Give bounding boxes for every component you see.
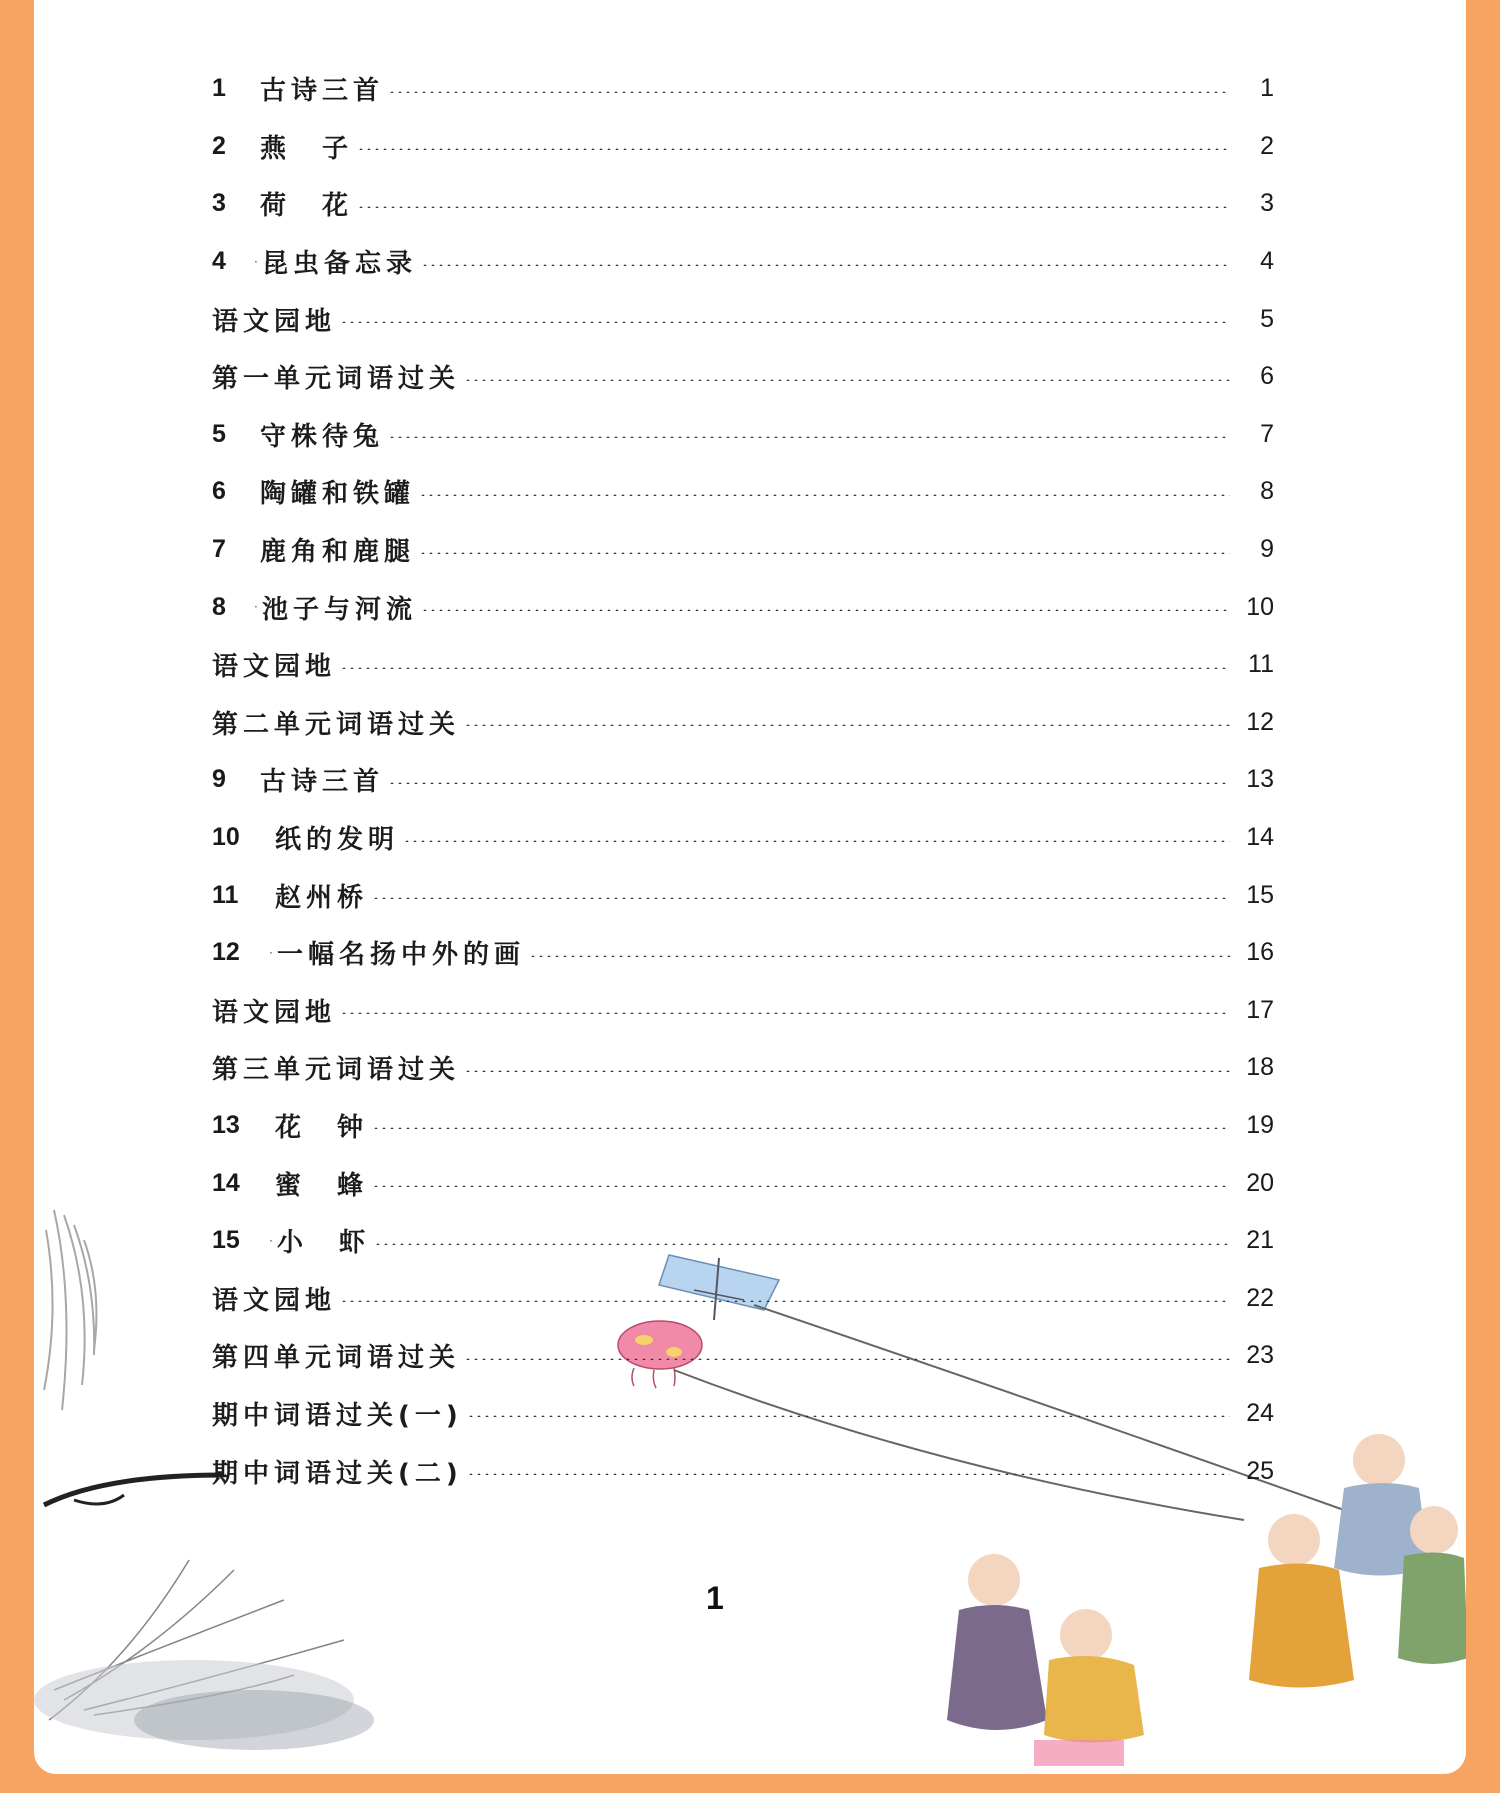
entry-title: 期中词语过关(二) [212, 1458, 463, 1489]
page-number: 1 [706, 1580, 724, 1616]
entry-page-number: 13 [1246, 765, 1274, 794]
entry-title: 纸的发明 [275, 825, 400, 856]
entry-page-number: 17 [1246, 995, 1274, 1024]
entry-title: 蜜 蜂 [275, 1170, 369, 1201]
entry-title: 第四单元词语过关 [212, 1343, 461, 1374]
dot-leader [464, 1358, 1230, 1360]
entry-title: 赵州桥 [275, 882, 369, 913]
toc-entry[interactable] [212, 924, 1274, 982]
entry-page-number: 18 [1246, 1053, 1274, 1082]
toc-entry[interactable] [212, 118, 1274, 176]
lesson-number: 1 [212, 74, 226, 103]
entry-page-number: 14 [1246, 823, 1274, 852]
entry-title: 一幅名扬中外的画 [277, 940, 526, 971]
entry-page-number: 5 [1260, 304, 1274, 333]
dot-leader [372, 1127, 1230, 1129]
entry-title: 语文园地 [212, 652, 337, 683]
entry-page-number: 12 [1246, 707, 1274, 736]
toc-entry[interactable] [212, 1385, 1274, 1443]
toc-entry[interactable] [212, 866, 1274, 924]
entry-title: 池子与河流 [262, 594, 418, 625]
dot-leader [340, 321, 1230, 323]
optional-marker: · [254, 254, 258, 269]
toc-entry[interactable] [212, 1212, 1274, 1270]
entry-page-number: 6 [1260, 362, 1274, 391]
toc-entry[interactable] [212, 809, 1274, 867]
lesson-number: 9 [212, 765, 226, 794]
entry-page-number: 19 [1246, 1110, 1274, 1139]
lesson-number: 2 [212, 131, 226, 160]
entry-title: 期中词语过关(一) [212, 1400, 463, 1431]
toc-entry[interactable] [212, 348, 1274, 406]
toc-entry[interactable] [212, 1154, 1274, 1212]
entry-title: 第二单元词语过关 [212, 709, 461, 740]
toc-entry[interactable] [212, 1039, 1274, 1097]
lesson-number: 13 [212, 1110, 240, 1139]
entry-title: 古诗三首 [260, 76, 385, 107]
entry-page-number: 10 [1246, 592, 1274, 621]
toc-entry[interactable] [212, 521, 1274, 579]
dot-leader [340, 1300, 1230, 1302]
entry-title: 语文园地 [212, 997, 337, 1028]
entry-title: 昆虫备忘录 [262, 249, 418, 280]
dot-leader [372, 1185, 1230, 1187]
entry-title: 燕 子 [260, 133, 354, 164]
toc-entry[interactable] [212, 463, 1274, 521]
toc-page [34, 0, 1466, 1774]
lesson-number: 14 [212, 1168, 240, 1197]
entry-title: 语文园地 [212, 306, 337, 337]
entry-title: 守株待兔 [260, 421, 385, 452]
optional-marker: · [269, 945, 273, 960]
toc-entry[interactable] [212, 636, 1274, 694]
entry-title: 陶罐和铁罐 [260, 479, 416, 510]
dot-leader [357, 206, 1230, 208]
lesson-number: 10 [212, 823, 240, 852]
entry-page-number: 24 [1246, 1398, 1274, 1427]
dot-leader [467, 1473, 1230, 1475]
toc-entry[interactable] [212, 406, 1274, 464]
entry-title: 语文园地 [212, 1285, 337, 1316]
lesson-number: 5 [212, 419, 226, 448]
lesson-number: 4 [212, 247, 226, 276]
entry-page-number: 1 [1260, 74, 1274, 103]
toc-entry[interactable] [212, 290, 1274, 348]
toc-entry[interactable] [212, 578, 1274, 636]
entry-page-number: 3 [1260, 189, 1274, 218]
dot-leader [388, 91, 1230, 93]
dot-leader [403, 840, 1230, 842]
lesson-number: 7 [212, 535, 226, 564]
optional-marker: · [269, 1233, 273, 1248]
toc-entry[interactable] [212, 60, 1274, 118]
entry-page-number: 21 [1246, 1226, 1274, 1255]
toc-entry[interactable] [212, 1097, 1274, 1155]
dot-leader [372, 897, 1230, 899]
dot-leader [419, 494, 1230, 496]
toc-entry[interactable] [212, 751, 1274, 809]
dot-leader [374, 1243, 1230, 1245]
toc-entry[interactable] [212, 982, 1274, 1040]
dot-leader [340, 1012, 1230, 1014]
entry-title: 第一单元词语过关 [212, 364, 461, 395]
dot-leader [464, 379, 1230, 381]
willow-tree-art [44, 1210, 96, 1410]
dot-leader [388, 782, 1230, 784]
entry-page-number: 8 [1260, 477, 1274, 506]
entry-title: 第三单元词语过关 [212, 1055, 461, 1086]
toc-entry[interactable] [212, 1327, 1274, 1385]
dot-leader [464, 1070, 1230, 1072]
dot-leader [467, 1415, 1230, 1417]
entry-page-number: 4 [1260, 247, 1274, 276]
lesson-number: 15 [212, 1226, 240, 1255]
entry-title: 鹿角和鹿腿 [260, 537, 416, 568]
entry-page-number: 22 [1246, 1283, 1274, 1312]
dot-leader [340, 667, 1230, 669]
optional-marker: · [254, 600, 258, 615]
toc-entry[interactable] [212, 694, 1274, 752]
lesson-number: 6 [212, 477, 226, 506]
toc-entry[interactable] [212, 1442, 1274, 1500]
entry-page-number: 11 [1248, 650, 1274, 679]
dot-leader [388, 436, 1230, 438]
dot-leader [421, 609, 1230, 611]
toc-entry[interactable] [212, 1269, 1274, 1327]
entry-title: 荷 花 [260, 191, 354, 222]
branch-art [44, 1475, 224, 1505]
dot-leader [464, 724, 1230, 726]
entry-title: 古诗三首 [260, 767, 385, 798]
dot-leader [357, 148, 1230, 150]
dot-leader [419, 552, 1230, 554]
entry-page-number: 7 [1260, 419, 1274, 448]
entry-title: 花 钟 [275, 1112, 369, 1143]
lesson-number: 3 [212, 189, 226, 218]
entry-page-number: 2 [1260, 131, 1274, 160]
toc-entry[interactable] [212, 233, 1274, 291]
entry-page-number: 23 [1246, 1341, 1274, 1370]
entry-title: 小 虾 [277, 1228, 371, 1259]
lesson-number: 11 [212, 880, 239, 909]
entry-page-number: 15 [1246, 880, 1274, 909]
dot-leader [529, 955, 1230, 957]
entry-page-number: 9 [1260, 535, 1274, 564]
entry-page-number: 16 [1246, 938, 1274, 967]
dot-leader [421, 264, 1230, 266]
table-of-contents [212, 60, 1274, 1500]
entry-page-number: 25 [1246, 1456, 1274, 1485]
lesson-number: 8 [212, 592, 226, 621]
entry-page-number: 20 [1246, 1168, 1274, 1197]
lesson-number: 12 [212, 938, 240, 967]
toc-entry[interactable] [212, 175, 1274, 233]
